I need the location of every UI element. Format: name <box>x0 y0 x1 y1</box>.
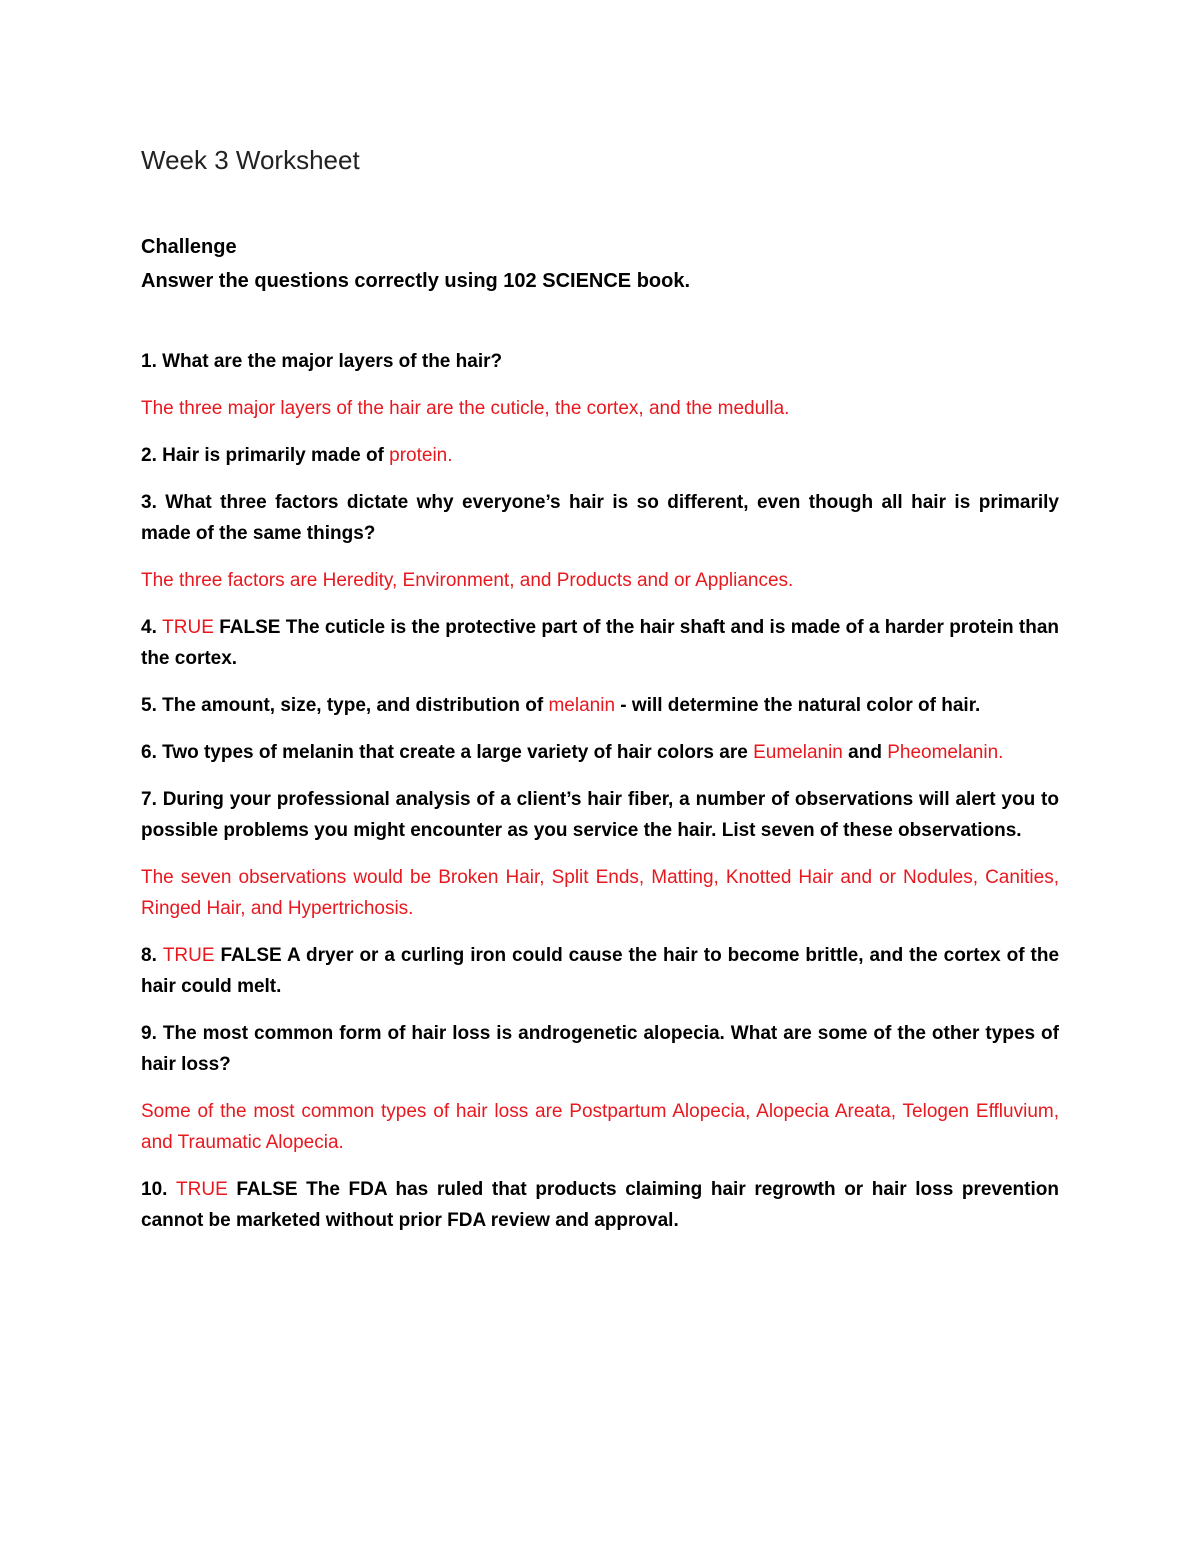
question-6 <box>141 737 1059 768</box>
question-1: 1. What are the major layers of the hair? <box>141 351 503 372</box>
question-5-after: - will determine the natural color of hair. <box>615 695 981 716</box>
question-5 <box>141 690 1059 721</box>
question-10-number: 10. <box>141 1179 177 1200</box>
answer-6-eumelanin: Eumelanin <box>753 742 843 763</box>
question-8-text: FALSE A dryer or a curling iron could cause the hair to become brittle, and the cortex of the hair could melt. <box>141 945 1060 997</box>
question-4-text: FALSE The cuticle is the protective part of the hair shaft and is made of a harder protein than the cortex. <box>141 617 1059 669</box>
answer-1: The three major layers of the hair are the cuticle, the cortex, and the medulla. <box>141 398 790 419</box>
question-6-before: 6. Two types of melanin that create a large variety of hair colors are <box>141 742 754 763</box>
question-4-number: 4. <box>141 617 163 638</box>
question-2 <box>141 440 1059 471</box>
instructions: Answer the questions correctly using 102 SCIENCE book. <box>141 270 691 292</box>
page-title: Week 3 Worksheet <box>141 145 360 175</box>
question-5-before: 5. The amount, size, type, and distribution of <box>141 695 549 716</box>
question-3: 3. What three factors dictate why everyone’s hair is so different, even though all hair is primarily made of the same things? <box>141 492 1059 544</box>
answer-7: The seven observations would be Broken Hair, Split Ends, Matting, Knotted Hair and or Nodules, Canities, Ringed Hair, and Hypertrichosis. <box>141 867 1059 919</box>
answer-10-true: TRUE <box>176 1179 228 1200</box>
question-7: 7. During your professional analysis of a client’s hair fiber, a number of observations will alert you to possible problems you might encounter as you service the hair. List seven of these observations. <box>141 789 1059 841</box>
question-8 <box>141 940 1059 1002</box>
question-6-mid: and <box>842 742 888 763</box>
answer-3: The three factors are Heredity, Environment, and Products and or Appliances. <box>141 570 794 591</box>
question-10 <box>141 1174 1059 1236</box>
answer-4-true: TRUE <box>162 617 214 638</box>
challenge-heading: Challenge <box>141 236 237 258</box>
answer-2: protein. <box>389 445 453 466</box>
answer-9: Some of the most common types of hair loss are Postpartum Alopecia, Alopecia Areata, Telogen Effluvium, and Traumatic Alopecia. <box>141 1101 1059 1153</box>
question-4 <box>141 612 1059 674</box>
question-8-number: 8. <box>141 945 163 966</box>
question-9: 9. The most common form of hair loss is androgenetic alopecia. What are some of the other types of hair loss? <box>141 1023 1059 1075</box>
answer-6-pheomelanin: Pheomelanin. <box>887 742 1004 763</box>
worksheet-page <box>141 140 1059 1236</box>
question-2-text: 2. Hair is primarily made of <box>141 445 390 466</box>
question-10-text: FALSE The FDA has ruled that products claiming hair regrowth or hair loss prevention cannot be marketed without prior FDA review and approval. <box>141 1179 1059 1231</box>
answer-5: melanin <box>548 695 616 716</box>
answer-8-true: TRUE <box>162 945 215 966</box>
